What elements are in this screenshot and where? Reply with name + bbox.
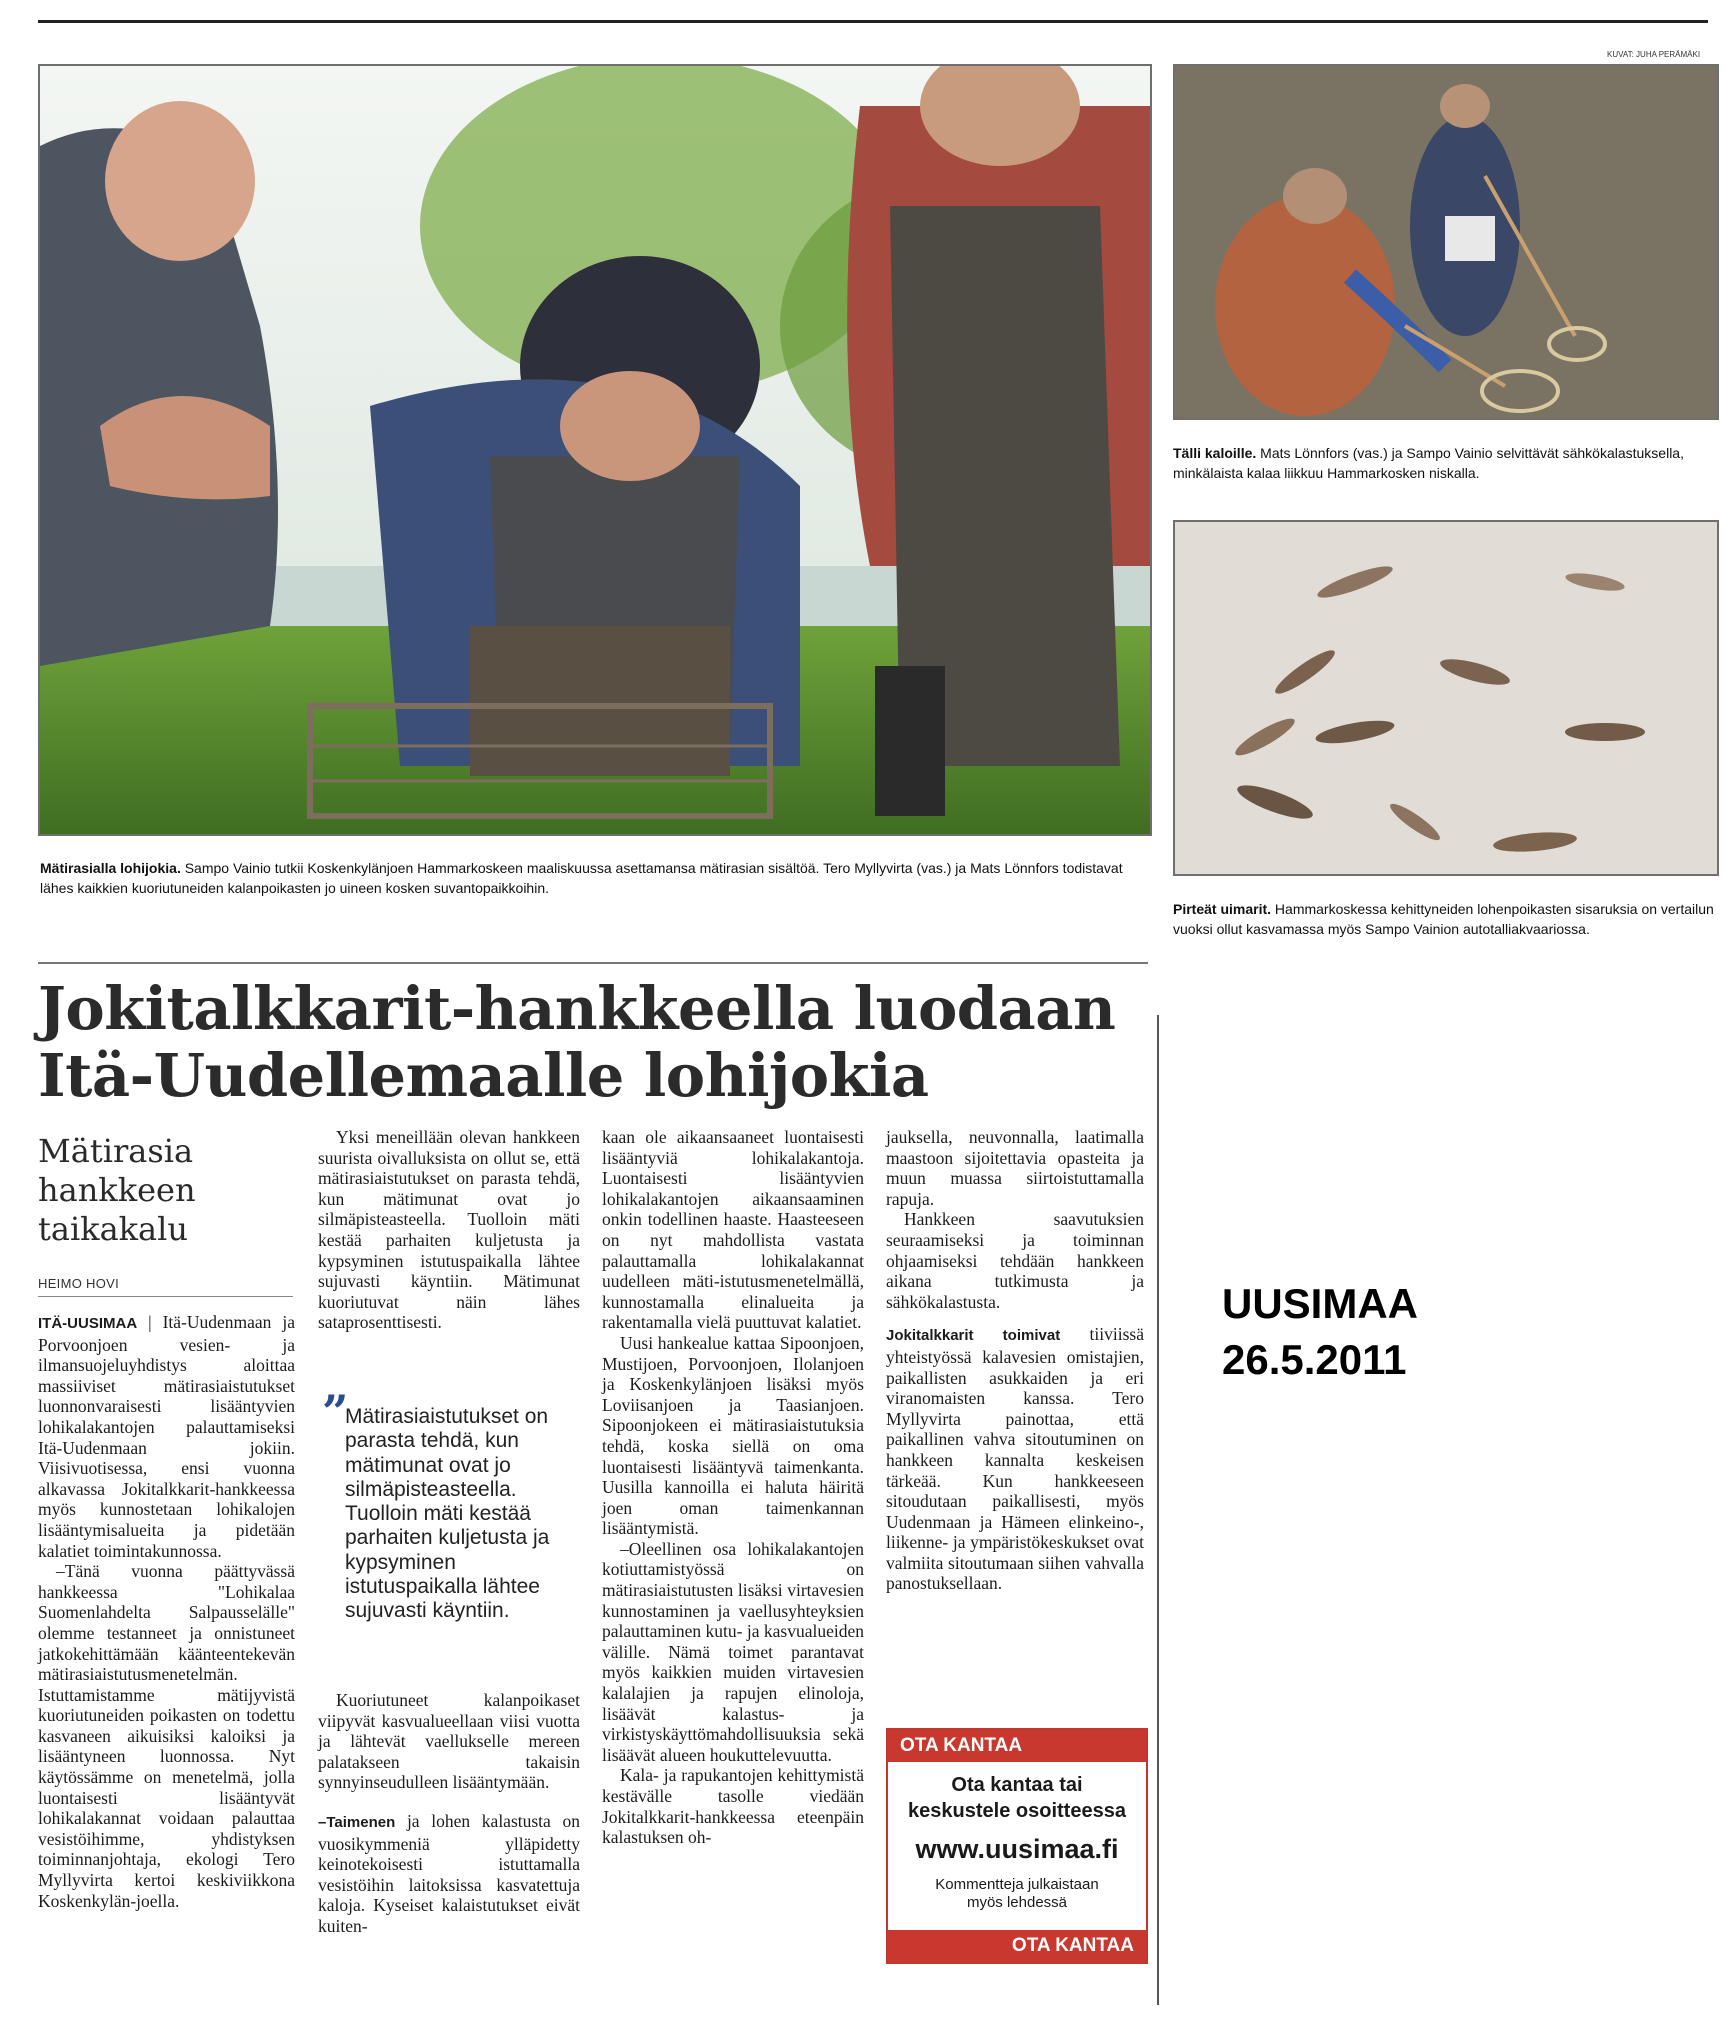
comment-box-header: OTA KANTAA: [888, 1730, 1146, 1762]
subheadline-line-3: taikakalu: [38, 1210, 188, 1248]
publication-name: UUSIMAA: [1222, 1280, 1418, 1327]
top-rule: [38, 20, 1708, 23]
comment-box-line-1: Ota kantaa tai: [951, 1774, 1083, 1796]
caption-text: Mats Lönnfors (vas.) ja Sampo Vainio selvittävät sähkökalastuksella, minkälaista kalaa liikkuu Hammarkosken niskalla.: [1173, 445, 1684, 481]
caption-text: Sampo Vainio tutkii Koskenkylänjoen Hammarkoskeen maaliskuussa asettamansa mätirasian sisältöä. Tero Myllyvirta (vas.) ja Mats Lönnfors todistavat lähes kaikkien kuoriutuneiden kalanpoikasten jo uineen kosken suvantopaikkoihin.: [40, 860, 1123, 896]
article-column-2-continued: [318, 1690, 580, 1937]
article-column-2: [318, 1127, 580, 1333]
comment-box-line-2: keskustele osoitteessa: [908, 1800, 1126, 1822]
main-photo: [38, 64, 1152, 836]
photo-credit: KUVAT: JUHA PERÄMÄKI: [1607, 50, 1701, 59]
caption-text: Hammarkoskessa kehittyneiden lohenpoikasten sisaruksia on vertailun vuoksi ollut kasvamassa myös Sampo Vainion autotalliakvaariossa.: [1173, 901, 1714, 937]
paragraph: Yksi meneillään olevan hankkeen suurista oivalluksista on ollut se, että mätirasiaistutukset on parasta tehdä, kun mätimunat ovat jo silmäpisteasteella. Tuolloin mäti kestää parhaiten kuljetusta ja kypsyminen istutuspaikalla lähtee sujuvasti käyntiin. Mätimunat kuoriutuvat näin lähes sataprosenttisesti.: [318, 1127, 580, 1333]
byline-rule: [38, 1296, 293, 1297]
caption-lead: Pirteät uimarit.: [1173, 901, 1272, 917]
paragraph: Uusi hankealue kattaa Sipoonjoen, Mustijoen, Porvoonjoen, Ilolanjoen ja Koskenkylänjoen lisäksi myös Loviisanjoen ja Taasianjoen. Sipoonjokeen ei mätirasiaistutuksia tehdä, koska siellä on oma luontaisesti lisääntyvä taimenkanta. Uusilla kannoilla ei haluta häiritä joen oman taimenkannan lisääntymistä.: [602, 1332, 864, 1539]
paragraph: | Itä-Uudenmaan ja Porvoonjoen vesien- ja ilmansuojeluyhdistys aloittaa massiiviset mätirasiaistutukset luonnonvaraisesti lisääntyvien lohikalakantojen palauttamiseksi Itä-Uudenmaan jokiin. Viisivuotisessa, ensi vuonna alkavassa Jokitalkkarit-hankkeessa myös kunnostetaan lohikalojen lisääntymisalueita ja pidetään kalatiet toimintakunnossa.: [38, 1312, 295, 1561]
pull-quote: Mätirasiaistutukset on parasta tehdä, kun mätimunat ovat jo silmäpisteasteella. Tuolloin mäti kestää parhaiten kuljetusta ja kypsyminen istutuspaikalla lähtee sujuvasti käyntiin.: [345, 1405, 550, 1623]
section-rule: [38, 962, 1148, 964]
comment-box-url[interactable]: www.uusimaa.fi: [915, 1834, 1119, 1864]
byline: HEIMO HOVI: [38, 1276, 120, 1291]
fry-caption: [1173, 899, 1718, 939]
paragraph: –Oleellinen osa lohikalakantojen kotiuttamistyössä on mätirasiaistutusten lisäksi virtavesien kunnostaminen ja vaellusyhteyksien palauttaminen kutu- ja kasvualueiden välille. Nämä toimet parantavat myös kaikkien muiden virtavesien kalalajien ja rapujen elinoloja, lisäävät kalastus- ja virkistyskäyttömahdollisuuksia sekä lisäävät alueen houkuttelevuutta.: [602, 1538, 864, 1765]
caption-lead: Mätirasialla lohijokia.: [40, 860, 181, 876]
quote-mark-icon: ”: [322, 1385, 349, 1439]
paragraph-lead: Jokitalkkarit toimivat: [886, 1327, 1061, 1345]
publication-tag: [1222, 1276, 1418, 1388]
paragraph: ja lohen kalastusta on vuosikymmeniä ylläpidetty keinotekoisesti istuttamalla vesistöihin laitoksissa kasvatettuja kaloja. Kyseiset kalaistutukset eivät kuiten-: [318, 1810, 580, 1936]
subheadline-line-2: hankkeen: [38, 1171, 196, 1209]
comment-box-footer: OTA KANTAA: [888, 1930, 1146, 1962]
comment-promo-box: [886, 1728, 1148, 1964]
paragraph: Kala- ja rapukantojen kehittymistä kestävälle tasolle viedään Jokitalkkarit-hankkeessa eteenpäin kalastuksen oh-: [602, 1765, 864, 1848]
paragraph: Kuoriutuneet kalanpoikaset viipyvät kasvualueellaan viisi vuotta ja lähtevät vaellukselle mereen palatakseen takaisin synnyinseudulleen lisääntymään.: [318, 1690, 580, 1793]
paragraph: jauksella, neuvonnalla, laatimalla maastoon sijoitettavia opasteita ja muun muassa siirtoistuttamalla rapuja.: [886, 1127, 1144, 1209]
electrofishing-caption: [1173, 443, 1718, 483]
paragraph-lead: –Taimenen: [318, 1813, 396, 1831]
article-column-3: [602, 1127, 864, 1848]
main-photo-caption: [40, 858, 1145, 898]
paragraph: –Tänä vuonna päättyvässä hankkeessa "Lohikalaa Suomenlahdelta Salpausselälle" olemme testanneet ja onnistuneet jatkokehittämään käänteentekevän mätirasiaistutusmenetelmän. Istuttamistamme mätijyvistä kuoriutuneiden poikasten on todettu kasvaneen aikuisiksi kaloiksi ja lisääntyneen luonnossa. Nyt käytössämme on menetelmä, jolla luontaisesti lisääntyvät lohikalakannat voidaan palauttaa vesistöihimme, yhdistyksen toiminnanjohtaja, ekologi Tero Myllyvirta kertoi keskiviikkona Koskenkylän-joella.: [38, 1561, 295, 1911]
headline-line-1: Jokitalkkarit-hankkeella luodaan: [38, 974, 1116, 1043]
article-column-4: [886, 1127, 1144, 1594]
subheadline: [38, 1132, 288, 1249]
subheadline-line-1: Mätirasia: [38, 1132, 194, 1170]
paragraph: kaan ole aikaansaaneet luontaisesti lisääntyviä lohikalakantoja. Luontaisesti lisääntyvien lohikalakantojen aikaansaaminen onkin todellinen haaste. Haasteeseen on nyt mahdollista vastata palauttamalla lohikalakannat uudelleen mäti-istutusmenetelmällä, kunnostamalla elinalueita ja rakentamalla vielä puuttuvat kalatiet.: [602, 1127, 864, 1333]
electrofishing-photo: [1173, 64, 1719, 420]
column-rule-right: [1157, 1015, 1159, 2005]
caption-lead: Tälli kaloille.: [1173, 445, 1257, 461]
dateline: ITÄ-UUSIMAA: [38, 1315, 138, 1332]
article-column-1: [38, 1312, 295, 1911]
paragraph: tiiviissä yhteistyössä kalavesien omistajien, paikallisten asukkaiden ja eri viranomaisten kanssa. Tero Myllyvirta painottaa, että paikallinen vahva sitoutuminen on hankkeen kannalta keskeisen tärkeää. Kun hankkeeseen sitoudutaan paikallisesti, myös Uudenmaan ja Hämeen elinkeino-, liikenne- ja ympäristökeskukset ovat valmiita sitoutumaan siihen vahvalla panostuksellaan.: [886, 1324, 1144, 1594]
comment-box-note-1: Kommentteja julkaistaan: [935, 1876, 1099, 1893]
comment-box-note-2: myös lehdessä: [966, 1894, 1068, 1911]
paragraph: Hankkeen saavutuksien seuraamiseksi ja toiminnan ohjaamiseksi tehdään hankkeen aikana tutkimusta ja sähkökalastusta.: [886, 1209, 1144, 1312]
headline-line-2: Itä-Uudellemaalle lohijokia: [38, 1041, 929, 1110]
fry-photo: [1173, 520, 1719, 876]
publication-date: 26.5.2011: [1222, 1336, 1407, 1383]
headline: [38, 975, 1148, 1109]
